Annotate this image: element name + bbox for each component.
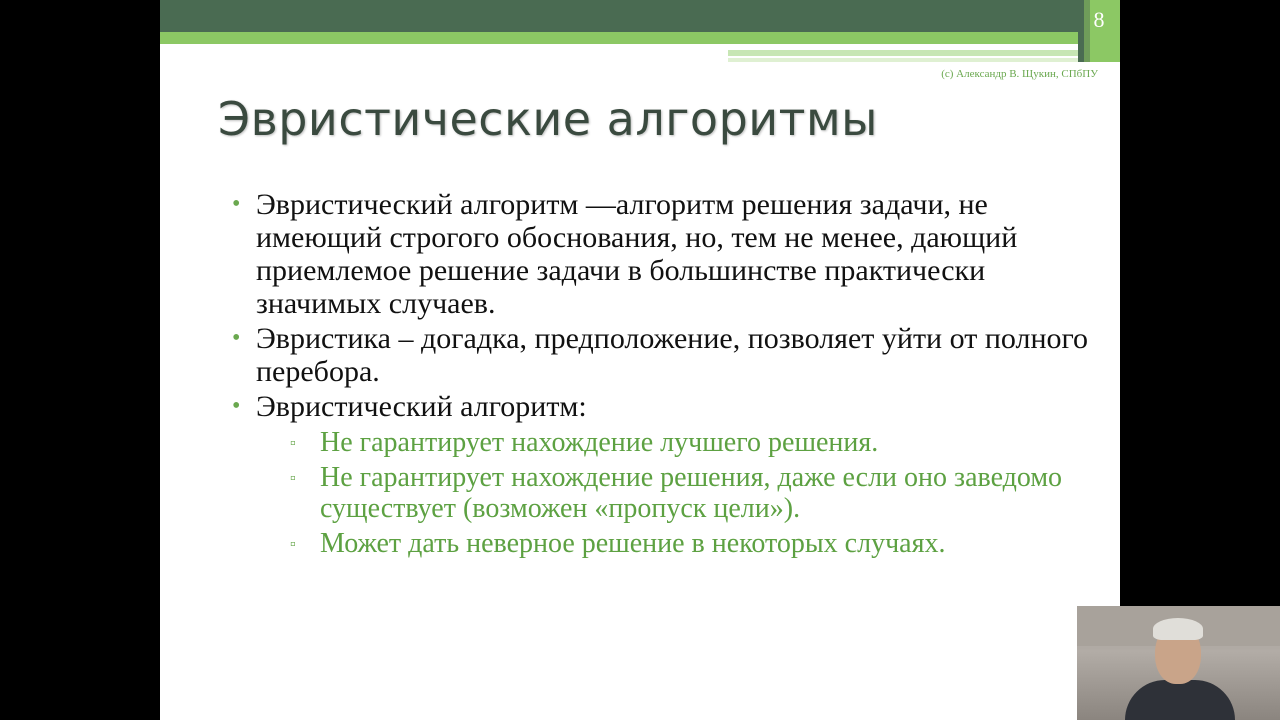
presentation-slide [160, 0, 1120, 720]
presenter-video-feed [1077, 606, 1280, 720]
header-bar-light [728, 50, 1120, 56]
bullet-item [232, 188, 1092, 320]
presenter-hair [1153, 618, 1203, 640]
square-bullet-icon: ▫ [290, 435, 296, 452]
round-bullet-icon: • [232, 393, 241, 419]
bullet-text: Эвристический алгоритм: [256, 390, 587, 423]
presenter-body [1125, 680, 1235, 720]
bullet-list [232, 188, 1092, 563]
slide-number: 8 [1078, 0, 1120, 62]
square-bullet-icon: ▫ [290, 536, 296, 553]
header-bar-light-secondary [728, 58, 1120, 62]
sub-bullet-item [288, 427, 1092, 458]
sub-bullet-list [256, 427, 1092, 559]
round-bullet-icon: • [232, 325, 241, 351]
bullet-text: Эвристический алгоритм —алгоритм решения задачи, не имеющий строгого обоснования, но, тем не менее, дающий приемлемое решение задачи в большинстве практически значимых случаев. [256, 188, 1018, 320]
bullet-item [232, 390, 1092, 559]
bullet-item [232, 322, 1092, 388]
copyright-text: (c) Александр В. Щукин, СПбПУ [941, 68, 1098, 80]
sub-bullet-text: Может дать неверное решение в некоторых случаях. [320, 528, 946, 559]
slide-title: Эвристические алгоритмы [218, 92, 878, 146]
header-bar-green [160, 32, 1120, 44]
round-bullet-icon: • [232, 191, 241, 217]
sub-bullet-text: Не гарантирует нахождение лучшего решения. [320, 427, 879, 458]
bullet-text: Эвристика – догадка, предположение, позволяет уйти от полного перебора. [256, 322, 1089, 388]
square-bullet-icon: ▫ [290, 470, 296, 487]
header-bar-dark [160, 0, 1120, 32]
sub-bullet-item [288, 462, 1092, 524]
sub-bullet-item [288, 528, 1092, 559]
sub-bullet-text: Не гарантирует нахождение решения, даже если оно заведомо существует (возможен «пропуск цели»). [320, 462, 1063, 524]
